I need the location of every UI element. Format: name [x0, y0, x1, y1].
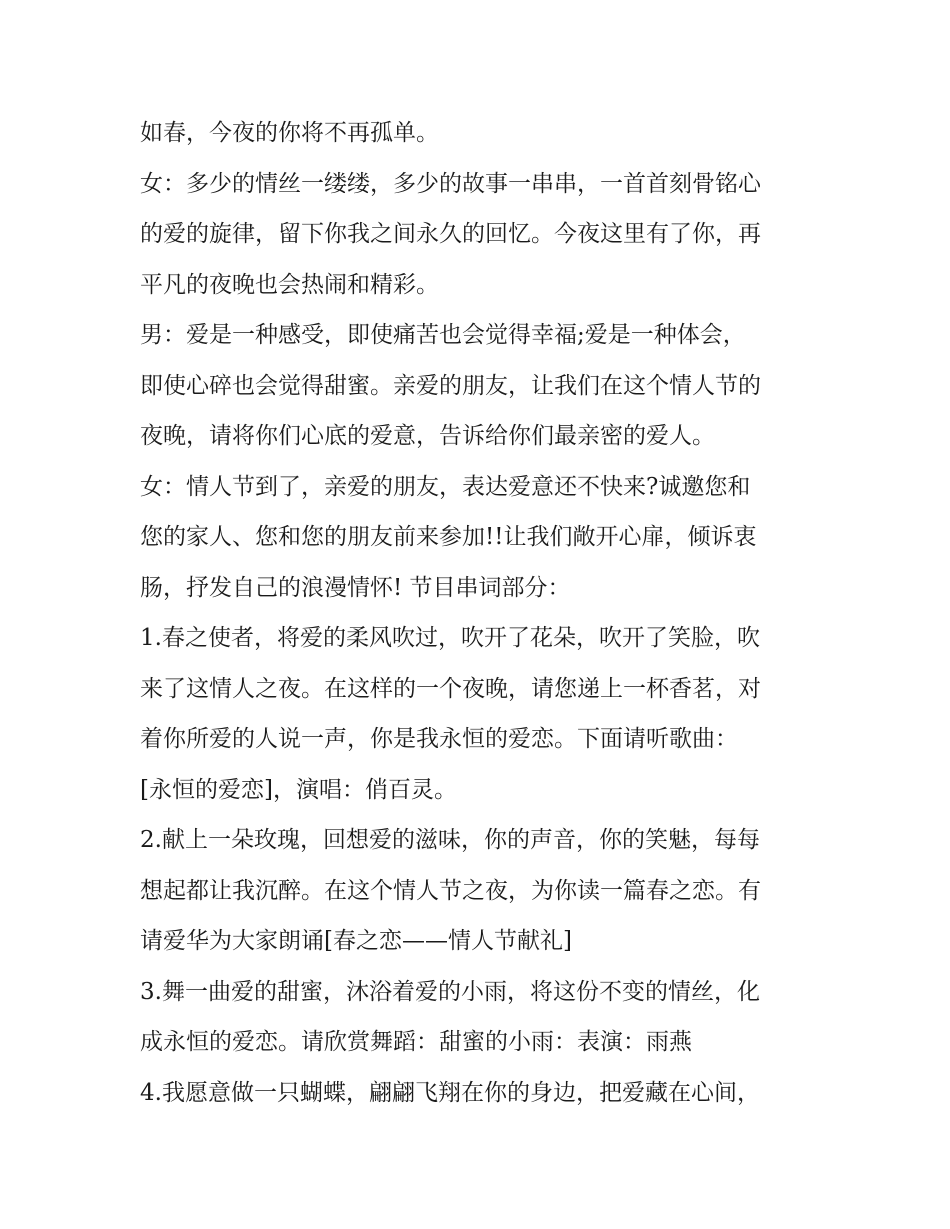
text-line: 着你所爱的人说一声，你是我永恒的爱恋。下面请听歌曲： — [140, 726, 738, 752]
text-line: 平凡的夜晚也会热闹和精彩。 — [140, 271, 439, 298]
text-line: 如春，今夜的你将不再孤单。 — [140, 120, 439, 146]
text-line: 男：爱是一种感受，即使痛苦也会觉得幸福;爱是一种体会， — [140, 322, 746, 348]
text-line: 想起都让我沉醉。在这个情人节之夜，为你读一篇春之恋。有 — [140, 877, 761, 904]
document-body-text — [140, 108, 830, 1118]
text-line: 3.舞一曲爱的甜蜜，沐浴着爱的小雨，将这份不变的情丝，化 — [140, 978, 760, 1005]
text-line: 您的家人、您和您的朋友前来参加!!让我们敞开心扉，倾诉衷 — [140, 524, 757, 550]
text-line: 即使心碎也会觉得甜蜜。亲爱的朋友，让我们在这个情人节的 — [140, 372, 761, 399]
text-line: 成永恒的爱恋。请欣赏舞蹈：甜蜜的小雨：表演：雨燕 — [140, 1029, 692, 1055]
text-line: 请爱华为大家朗诵[春之恋——情人节献礼] — [140, 928, 572, 954]
text-line: 的爱的旋律，留下你我之间永久的回忆。今夜这里有了你，再 — [140, 221, 761, 247]
text-line: 夜晚，请将你们心底的爱意，告诉给你们最亲密的爱人。 — [140, 423, 715, 449]
text-line: 女：情人节到了，亲爱的朋友，表达爱意还不快来?诚邀您和 — [140, 473, 751, 500]
text-line: 4.我愿意做一只蝴蝶，翩翩飞翔在你的身边，把爱藏在心间， — [140, 1079, 760, 1106]
text-line: 1.春之使者，将爱的柔风吹过，吹开了花朵，吹开了笑脸，吹 — [140, 625, 760, 651]
text-line: 女：多少的情丝一缕缕，多少的故事一串串，一首首刻骨铭心 — [140, 170, 761, 197]
text-line: 2.献上一朵玫瑰，回想爱的滋味，你的声音，你的笑魅，每每 — [140, 827, 760, 853]
text-line: 来了这情人之夜。在这样的一个夜晚，请您递上一杯香茗，对 — [140, 675, 761, 702]
text-line: 肠，抒发自己的浪漫情怀! 节目串词部分： — [140, 574, 571, 601]
text-line: [永恒的爱恋]，演唱：俏百灵。 — [140, 776, 457, 803]
